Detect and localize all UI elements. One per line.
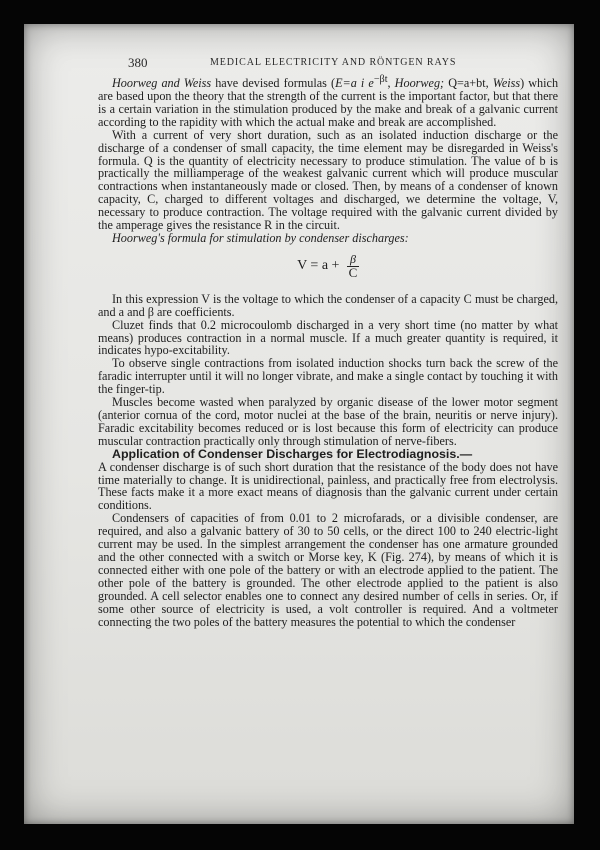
book-page bbox=[24, 24, 574, 824]
paragraph-condensers-capacities: Condensers of capacities of from 0.01 to 2 microfarads, or a divisible condenser, are required, and also a galvanic battery of 30 to 50 cells, or the direct 100 to 240 electric-light current may be used. In the simplest arrangement the condenser has one armature grounded and the other connected with a switch or Morse key, K (Fig. 274), by means of which it is connected either with one pole of the battery or with an electrode applied to the patient. The other pole of the battery is grounded. The other electrode applied to the patient is also grounded. A cell selector enables one to connect any desired number of cells in series. Or, if some other source of electricity is used, a volt controller is required. And a voltmeter connecting the two poles of the battery measures the potential to which the condenser bbox=[98, 511, 558, 629]
running-head: MEDICAL ELECTRICITY AND RÖNTGEN RAYS bbox=[210, 57, 457, 68]
hoorweg-formula bbox=[98, 253, 558, 283]
paragraph-text: ) which are based upon the theory that the strength of the current is the important factor, but that there is a certain variation in the stimulation produced by the make and break of a galvanic current according to the rapidity with which the actual make and break are accomplished. bbox=[98, 76, 559, 129]
section-heading-paragraph bbox=[98, 448, 558, 461]
formula-lhs: V = a + bbox=[297, 257, 340, 273]
paragraph-condenser-discharge: A condenser discharge is of such short duration that the resistance of the body does not have time materially to change. It is unidirectional, painless, and practically free from electrolysis. These facts make it a more exact means of diagnosis than the galvanic current under certain conditions. bbox=[98, 459, 558, 513]
paragraph-short-duration: With a current of very short duration, such as an isolated induction discharge or the discharge of a condenser of small capacity, the time element may be disregarded in Weiss's formula. Q is the quantity of electricity necessary to produce stimulation. The value of b is practically the milliamperage of the weakest galvanic current which will produce muscular contractions when instantaneously made or closed. Then, by means of a condenser of known capacity, C, charged to different voltages and discharged, we determine the voltage, V, necessary to produce contraction. The voltage required with the galvanic current divided by the amperage gives the resistance R in the circuit. bbox=[98, 127, 558, 233]
formula-intro-text: Hoorweg's formula for stimulation by condenser discharges: bbox=[112, 230, 409, 245]
weiss-label: Weiss bbox=[492, 76, 521, 91]
paragraph-formula-intro bbox=[98, 232, 558, 245]
formula-denominator: C bbox=[348, 264, 358, 280]
paragraph-muscles-wasted: Muscles become wasted when paralyzed by organic disease of the lower motor segment (anterior cornua of the cord, motor nuclei at the base of the brain, neuritis or nerve injury). Faradic excitability becomes reduced or is lost because this form of electricity can produce muscular contraction practically only through stimulation of nerve-fibers. bbox=[98, 395, 558, 448]
formula-e: E=a i e bbox=[335, 76, 374, 91]
page-number: 380 bbox=[128, 55, 148, 70]
section-heading: Application of Condenser Discharges for Electrodiagnosis.— bbox=[112, 446, 473, 461]
paragraph-hoorweg-weiss: Hoorweg and Weiss have devised formulas (E=a i $e^{-\beta t}$, Hoorweg; Q=a+bt, Weiss) which are based upon the theory that the strength of the current is the important factor, but that there is a certain variation in the stimulation produced by the make and break of a galvanic current according to the rapidity with which the actual make and break are accomplished. bbox=[98, 74, 559, 129]
paragraph-single-contractions: To observe single contractions from isolated induction shocks turn back the screw of the faradic interrupter until it will no longer vibrate, and make a single contact by touching it with the finger-tip. bbox=[98, 356, 558, 397]
formula-q: Q=a+bt, bbox=[448, 76, 489, 91]
hoorweg-label: Hoorweg; bbox=[394, 76, 445, 91]
page-body bbox=[98, 74, 558, 628]
page-header bbox=[100, 55, 558, 71]
formula-e-exponent: −βt bbox=[373, 74, 388, 85]
formula-numerator: β bbox=[347, 253, 359, 267]
paragraph-expression: In this expression V is the voltage to which the condenser of a capacity C must be charged, and a and β are coefficients. bbox=[98, 291, 558, 319]
paragraph-cluzet: Cluzet finds that 0.2 microcoulomb discharged in a very short time (no matter by what means) produces contraction in a normal muscle. If a much greater quantity is required, it indicates hypo-excitability. bbox=[98, 317, 558, 358]
formula-fraction bbox=[347, 253, 359, 280]
authors-text: Hoorweg and Weiss bbox=[112, 76, 212, 91]
